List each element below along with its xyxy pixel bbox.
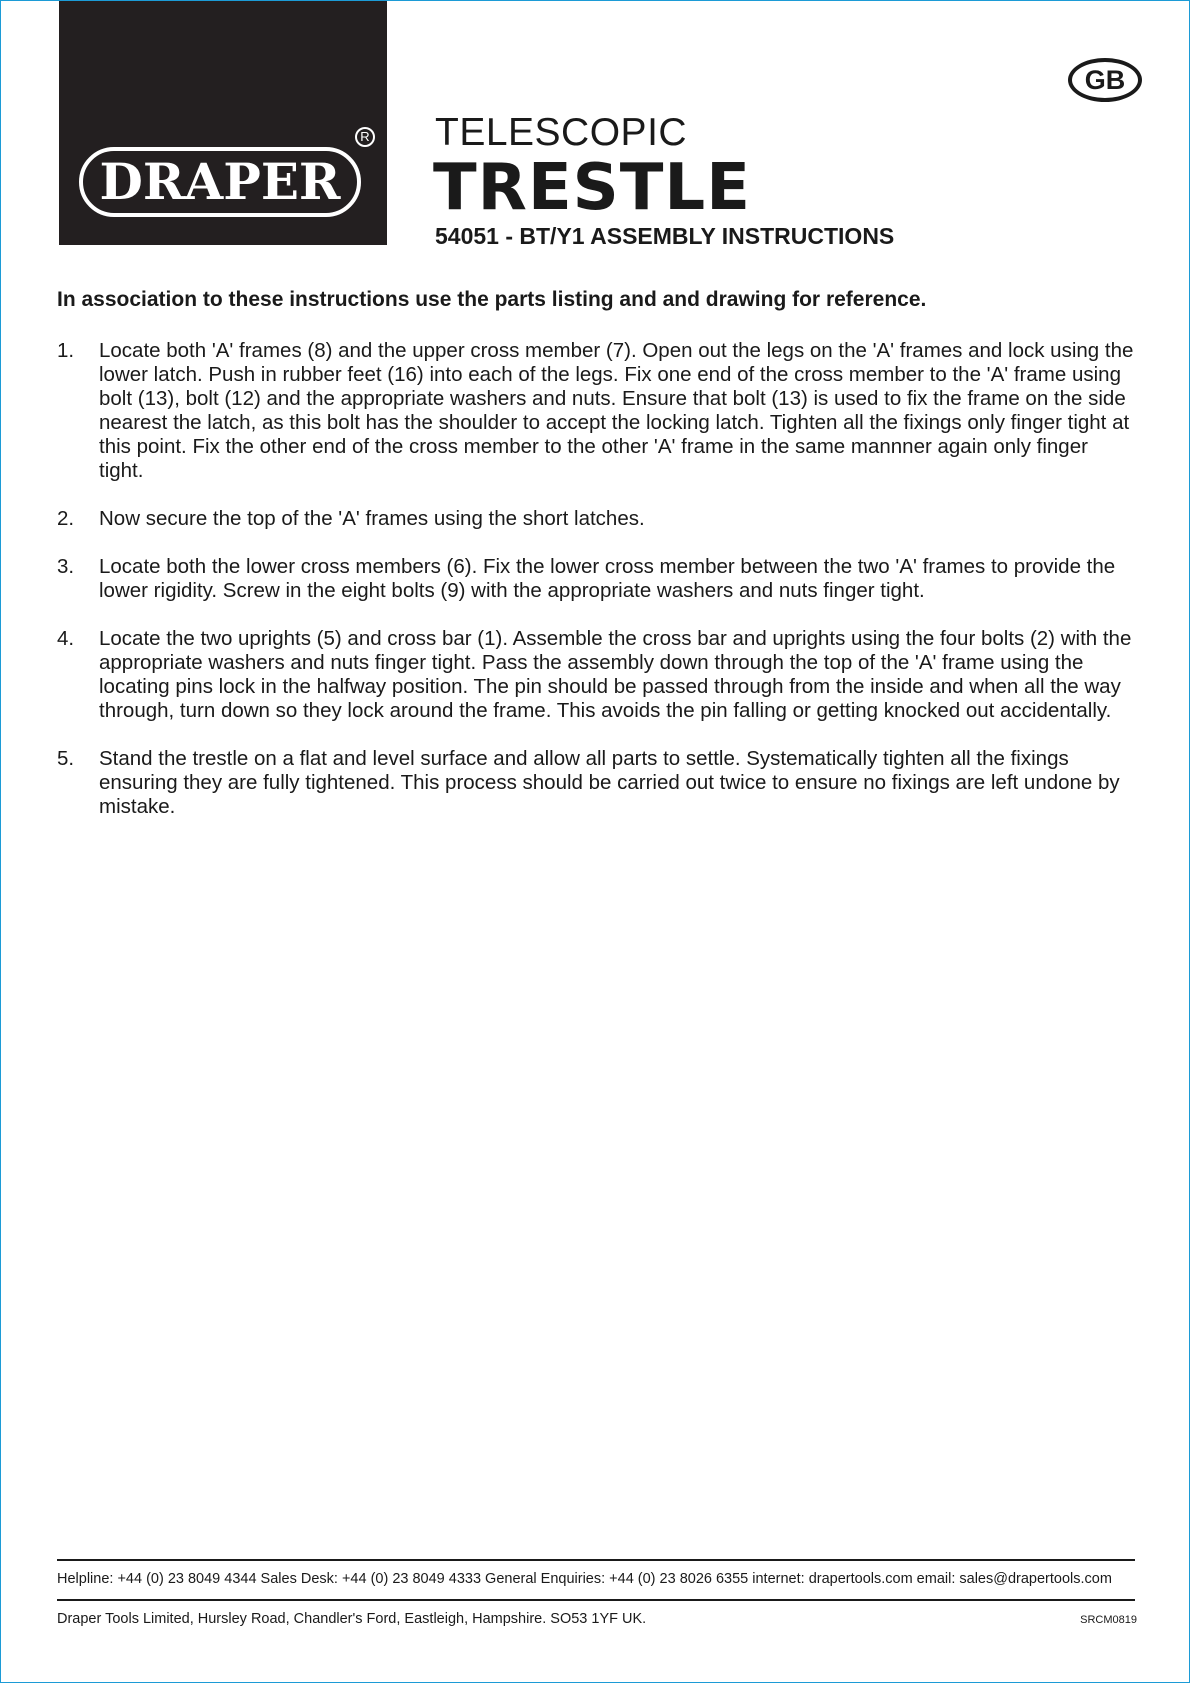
footer-divider-bottom xyxy=(57,1599,1135,1601)
draper-logo xyxy=(59,1,387,245)
title-line1: TELESCOPIC xyxy=(435,111,688,154)
instruction-step xyxy=(57,747,1137,819)
instruction-step xyxy=(57,627,1137,723)
footer-contact-line: Helpline: +44 (0) 23 8049 4344 Sales Desk: +44 (0) 23 8049 4333 General Enquiries: +44 (0) 23 8026 6355 internet: drapertools.com email: sales@drapertools.com xyxy=(57,1571,1112,1587)
instruction-step xyxy=(57,555,1137,603)
instruction-list xyxy=(57,339,1137,843)
country-badge: GB xyxy=(1068,58,1142,102)
intro-text: In association to these instructions use the parts listing and and drawing for reference. xyxy=(57,288,927,311)
instruction-step xyxy=(57,507,1137,531)
step-text: Locate the two uprights (5) and cross bar (1). Assemble the cross bar and uprights using the four bolts (2) with the appropriate washers and nuts finger tight. Pass the assembly down through the top of the 'A' frame using the locating pins lock in the halfway position. The pin should be passed through from the inside and when all the way through, turn down so they lock around the frame. This avoids the pin falling or getting knocked out accidentally. xyxy=(99,627,1132,722)
footer-address: Draper Tools Limited, Hursley Road, Chandler's Ford, Eastleigh, Hampshire. SO53 1YF UK. xyxy=(57,1611,647,1627)
logo-text: DRAPER xyxy=(99,152,341,211)
instruction-step xyxy=(57,339,1137,483)
step-number: 5. xyxy=(57,747,75,770)
document-code: SRCM0819 xyxy=(1080,1614,1137,1626)
step-number: 3. xyxy=(57,555,75,578)
footer-divider-top xyxy=(57,1559,1135,1561)
step-text: Locate both 'A' frames (8) and the upper cross member (7). Open out the legs on the 'A' frames and lock using the lower latch. Push in rubber feet (16) into each of the legs. Fix one end of the cross member to the 'A' frame using bolt (13), bolt (12) and the appropriate washers and nuts. Ensure that bolt (13) is used to fix the frame on the side nearest the latch, as this bolt has the shoulder to accept the locking latch. Tighten all the fixings only finger tight at this point. Fix the other end of the cross member to the other 'A' frame in the same mannner again only finger tight. xyxy=(99,339,1134,482)
step-number: 4. xyxy=(57,627,75,650)
step-text: Locate both the lower cross members (6). Fix the lower cross member between the two 'A' frames to provide the lower rigidity. Screw in the eight bolts (9) with the appropriate washers and nuts finger tight. xyxy=(99,555,1116,602)
step-number: 1. xyxy=(57,339,75,362)
title-line2: TRESTLE xyxy=(433,151,751,225)
logo-pill xyxy=(79,147,361,217)
step-text: Stand the trestle on a flat and level surface and allow all parts to settle. Systematically tighten all the fixings ensuring they are fully tightened. This process should be carried out twice to ensure no fixings are left undone by mistake. xyxy=(99,747,1120,818)
step-text: Now secure the top of the 'A' frames using the short latches. xyxy=(99,507,645,530)
registered-mark-icon: R xyxy=(355,127,375,147)
step-number: 2. xyxy=(57,507,75,530)
document-subtitle: 54051 - BT/Y1 ASSEMBLY INSTRUCTIONS xyxy=(435,223,895,249)
